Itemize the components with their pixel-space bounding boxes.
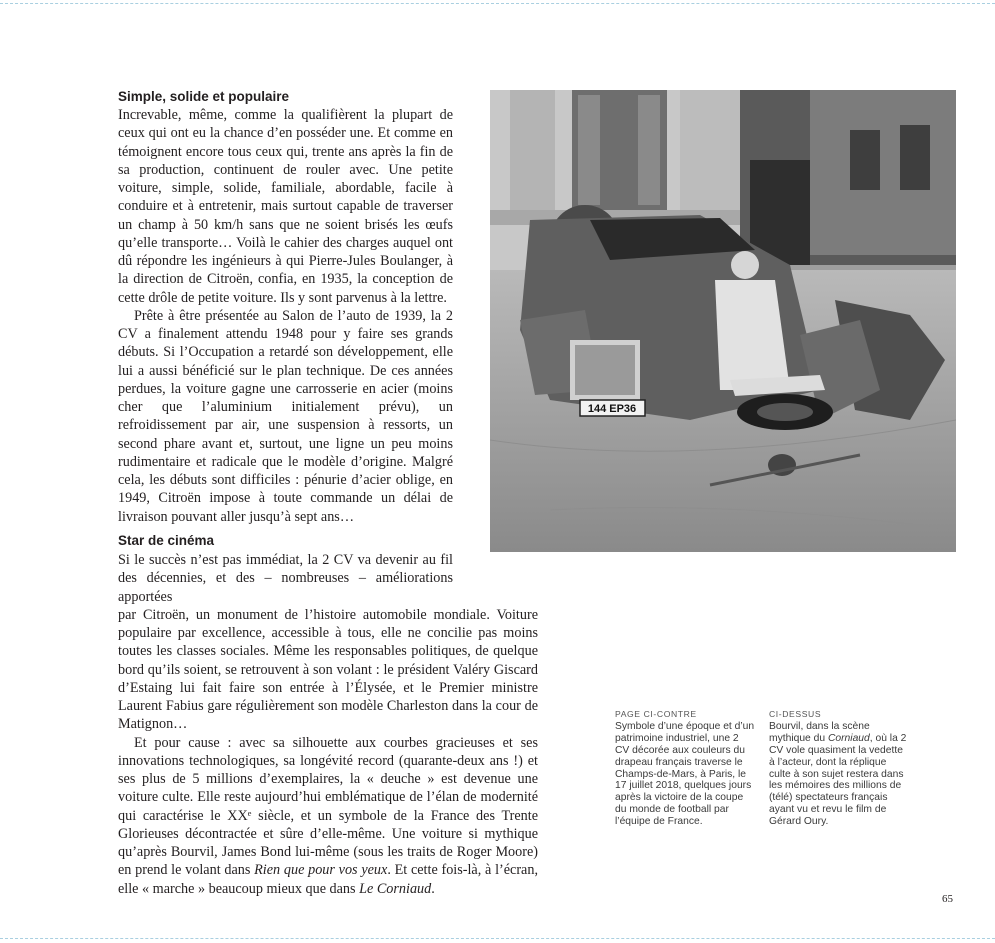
bottom-dashed-rule [0,938,995,939]
section-star-de-cinema [118,551,538,898]
section-heading-star-de-cinema: Star de cinéma [118,533,215,548]
caption-label: PAGE CI-CONTRE [615,709,697,719]
film-title: Rien que pour vos yeux [254,862,388,879]
license-plate: 144 EP36 [587,403,637,415]
film-title: Le Corniaud [359,880,432,897]
text-run: . Et cette fois-là, à l’écran, elle « marche » beaucoup mieux que dans [118,862,538,897]
caption-text [769,721,909,828]
caption-ci-dessus [769,709,909,828]
film-title: Corniaud [827,732,870,744]
caption-label: CI-DESSUS [769,709,822,719]
paragraph [118,734,538,898]
section-simple-solide [118,88,453,526]
caption-page-ci-contre [615,709,755,828]
text-run: Et pour cause : avec sa silhouette aux courbes gracieuses et ses innovations technologiques, sa longévité record (quarante-deux ans !) et ses plus de 5 millions d’exemplaires, la « deuche » est devenue une voiture culte. Elle reste aujourd’hui emblématique de l’élan de modernité qui caractérise le XXᵉ siècle, et un symbole de la France des Trente Glorieuses décontractée et sûre d’elle-même. Une voiture si mythique qu’après Bourvil, James Bond lui-même (sous les traits de Roger Moore) en prend le volant dans [118,734,538,879]
text-run: , où la 2 CV vole quasiment la vedette à l’acteur, dont la réplique culte à son sujet restera dans les mémoires des millions de (télé) spectateurs français ayant vu et revu le film de Gérard Oury. [769,732,907,828]
page-number: 65 [942,893,953,905]
section-heading: Simple, solide et populaire [118,89,290,104]
paragraph: Prête à être présentée au Salon de l’auto de 1939, la 2 CV a finalement attendu 1948 pour y faire ses grands débuts. Si l’Occupation a retardé son développement, elle lui a aussi bénéficié sur le plan technique. De ces années perdues, la voiture gagne une carrosserie en acier (moins cher que l’aluminium initialement prévu), un refroidissement par air, une suspension à ressorts, un second phare avant et, surtout, une ligne un peu moins rudimentaire et radicale que le modèle d’origine. Malgré cela, les débuts sont difficiles : pénurie d’acier oblige, en 1949, Citroën impose à toute commande un délai de livraison pouvant aller jusqu’à sept ans… [118,307,453,525]
photo-bourvil-2cv [490,90,956,552]
text-run: . [431,880,435,897]
caption-text: Symbole d’une époque et d’un patrimoine industriel, une 2 CV décorée aux couleurs du drapeau français traverse le Champs-de-Mars, à Paris, le 17 juillet 2018, quelques jours après la victoire de la coupe du monde de football par l’équipe de France. [615,720,755,828]
text-run: Bourvil, dans la scène mythique du [769,720,870,744]
paragraph: Increvable, même, comme la qualifièrent la plupart de ceux qui ont eu la chance d’en posséder une. Et comme en témoignent encore tous ceux qui, trente ans après la fin de sa production, continuent de rouler avec. Une petite voiture, simple, solide, familiale, abordable, facile à conduire et à entretenir, mais surtout capable de traverser un champ à 50 km/h sans que ne soient brisés les œufs qu’elle transporte… Voilà le cahier des charges auquel ont dû répondre les ingénieurs à qui Pierre-Jules Boulanger, à la direction de Citroën, confia, en 1935, la conception de cette drôle de petite voiture. Ils y sont parvenus à la lettre. [118,107,453,306]
photo-illustration [490,90,956,552]
paragraph: par Citroën, un monument de l’histoire automobile mondiale. Voiture populaire par excellence, accessible à tous, elle ne concilie pas moins toutes les classes sociales. Même les responsables politiques, de quelque bord qu’ils soient, se retrouvent à son volant : le président Valéry Giscard d’Estaing lui fait faire son entrée à l’Élysée, et le Premier ministre Laurent Fabius gare régulièrement son modèle Charleston dans la cour de Matignon… [118,606,538,733]
paragraph: Si le succès n’est pas immédiat, la 2 CV va devenir au fil des décennies, et des – nombreuses – améliorations apportées [118,552,453,605]
top-dashed-rule [0,3,995,4]
